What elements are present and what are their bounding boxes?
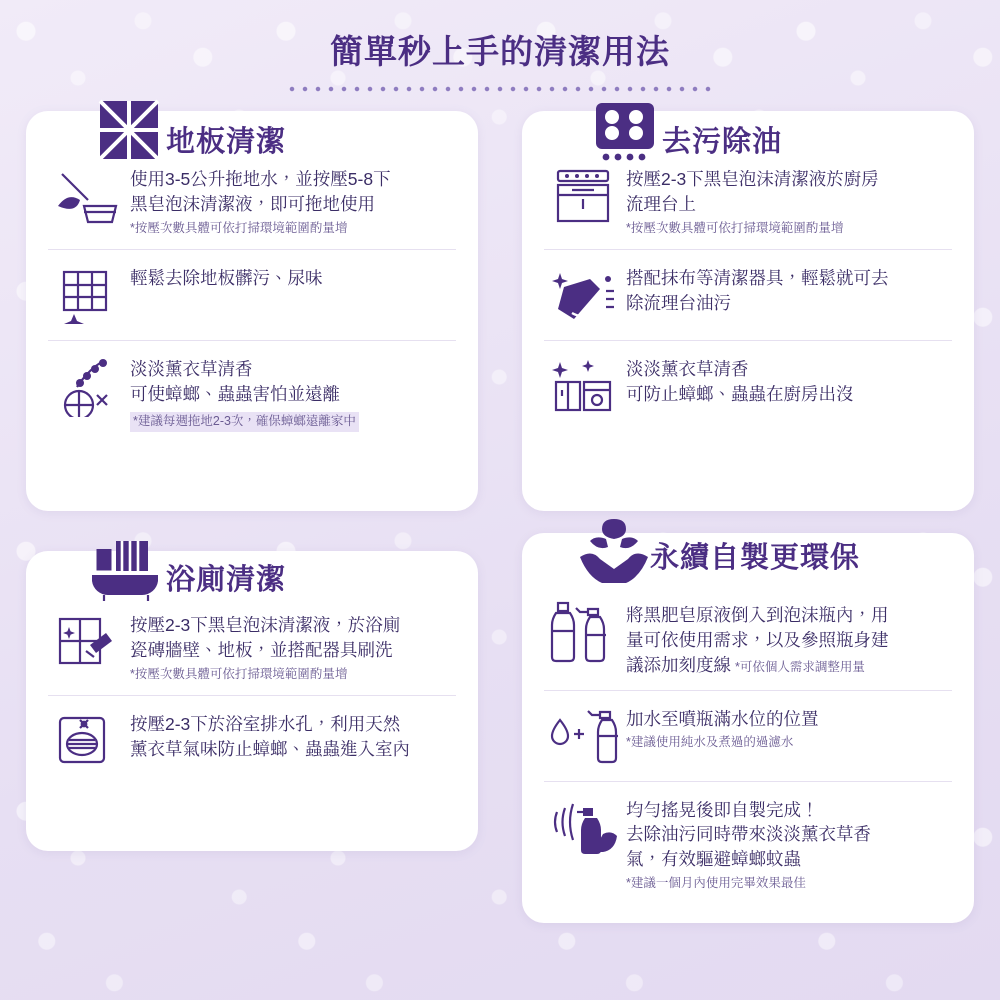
lavender-bug-icon xyxy=(50,353,124,419)
card-title-degreasing: 去污除油 xyxy=(662,126,783,158)
mop-bucket-icon xyxy=(50,163,124,229)
page-title: 簡單秒上手的清潔用法 xyxy=(330,33,670,70)
card-degreasing xyxy=(522,111,974,511)
list-item-text: 使用3-5公升拖地水，並按壓5-8下 黑皂泡沫清潔液，即可拖地使用 *按壓次數具體可依打掃環境範圍酌量增 xyxy=(130,163,454,237)
list-item-note: *建議使用純水及煮過的過濾水 xyxy=(626,735,794,750)
list-item-note: *可依個人需求調整用量 xyxy=(735,659,865,674)
list-item xyxy=(48,151,456,250)
list-item xyxy=(48,696,456,786)
floor-drain-icon xyxy=(50,708,124,774)
tile-brush-icon xyxy=(50,609,124,675)
card-body-bathroom xyxy=(26,551,478,851)
card-title-bathroom: 浴廁清潔 xyxy=(166,564,287,596)
list-item-text: 輕鬆去除地板髒污、尿味 xyxy=(130,268,323,289)
oven-icon xyxy=(546,163,620,229)
card-title-eco: 永續自製更環保 xyxy=(650,542,861,574)
list-item xyxy=(544,341,952,431)
list-item xyxy=(544,587,952,691)
tile-sparkle-icon xyxy=(50,262,124,328)
card-floor-cleaning xyxy=(26,111,478,511)
list-item-text: 搭配抹布等清潔器具，輕鬆就可去 除流理台油污 xyxy=(626,268,889,314)
list-item-text: 將黑肥皂原液倒入到泡沫瓶內，用 量可依使用需求，以及參照瓶身建 議添加刻度線 *可依個人需求調整用量 xyxy=(626,605,889,675)
list-item-text: 加水至噴瓶滿水位的位置 *建議使用純水及煮過的過濾水 xyxy=(626,703,950,753)
list-item-text: 均勻搖晃後即自製完成！ 去除油污同時帶來淡淡薰衣草香 氣，有效驅避蟑螂蚊蟲 *建議一個月內使用完畢效果最佳 xyxy=(626,794,950,893)
list-item xyxy=(544,691,952,782)
spray-hand-icon xyxy=(546,794,620,860)
list-item xyxy=(544,782,952,905)
card-body-eco xyxy=(522,533,974,923)
list-item-note: *建議每週拖地2-3次，確保蟑螂遠離家中 xyxy=(130,412,359,432)
list-item-note: *按壓次數具體可依打掃環境範圍酌量增 xyxy=(130,220,348,235)
kitchen-counter-icon xyxy=(546,353,620,419)
list-item-note: *按壓次數具體可依打掃環境範圍酌量增 xyxy=(626,220,844,235)
list-item-text: 淡淡薰衣草清香 可使蟑螂、蟲蟲害怕並遠離 *建議每週拖地2-3次，確保蟑螂遠離家中 xyxy=(130,353,454,432)
list-item-text: 按壓2-3下黑皂泡沫清潔液，於浴廁 瓷磚牆壁、地板，並搭配器具刷洗 *按壓次數具體可依打掃環境範圍酌量增 xyxy=(130,609,454,683)
wipe-cloth-icon xyxy=(546,262,620,328)
list-item-note: *建議一個月內使用完畢效果最佳 xyxy=(626,876,806,891)
list-item xyxy=(544,151,952,250)
card-eco-diy xyxy=(522,533,974,923)
card-title-floor: 地板清潔 xyxy=(166,126,287,158)
dotted-divider xyxy=(285,83,715,95)
list-item-text: 按壓2-3下於浴室排水孔，利用天然 薰衣草氣味防止蟑螂、蟲蟲進入室內 xyxy=(130,714,410,760)
water-spray-icon xyxy=(546,703,620,769)
card-bathroom-cleaning xyxy=(26,533,478,923)
bottle-sprayer-icon xyxy=(546,599,620,665)
card-grid xyxy=(26,111,974,923)
card-body-floor xyxy=(26,111,478,511)
list-item xyxy=(48,597,456,696)
list-item xyxy=(48,250,456,341)
card-body-degreasing xyxy=(522,111,974,511)
list-item xyxy=(48,341,456,444)
list-item-text: 按壓2-3下黑皂泡沫清潔液於廚房 流理台上 *按壓次數具體可依打掃環境範圍酌量增 xyxy=(626,163,950,237)
list-item-note: *按壓次數具體可依打掃環境範圍酌量增 xyxy=(130,666,348,681)
list-item-text: 淡淡薰衣草清香 可防止蟑螂、蟲蟲在廚房出沒 xyxy=(626,359,854,405)
list-item xyxy=(544,250,952,341)
